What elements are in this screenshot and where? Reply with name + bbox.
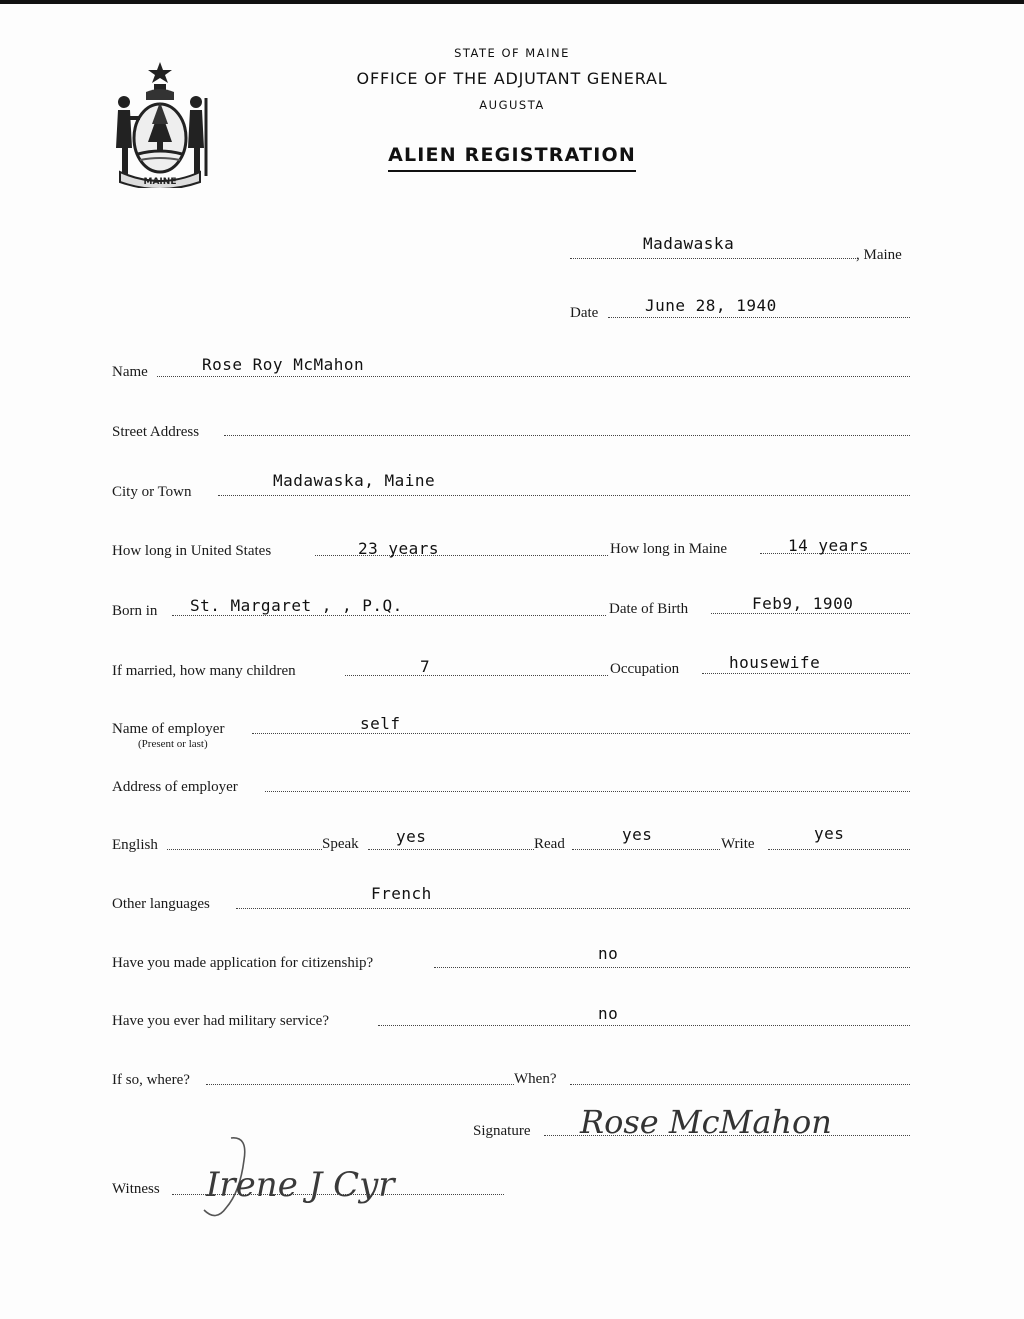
english-label: English xyxy=(112,837,158,853)
employer-address-label: Address of employer xyxy=(112,779,238,795)
military-label: Have you ever had military service? xyxy=(112,1013,329,1029)
name-line xyxy=(157,376,910,377)
citizenship-line xyxy=(434,967,910,968)
write-value: yes xyxy=(814,824,845,843)
write-line xyxy=(768,849,910,850)
born-in-value: St. Margaret , , P.Q. xyxy=(190,596,403,615)
occupation-label: Occupation xyxy=(610,661,680,677)
born-in-line xyxy=(172,615,606,616)
speak-line xyxy=(368,849,534,850)
read-line xyxy=(572,849,720,850)
name-label: Name xyxy=(112,364,148,380)
location-town-value: Madawaska xyxy=(643,234,735,253)
when-line xyxy=(570,1084,910,1085)
date-value: June 28, 1940 xyxy=(645,296,777,315)
other-languages-label: Other languages xyxy=(112,896,210,912)
signature-mark xyxy=(575,1095,895,1145)
children-line xyxy=(345,675,608,676)
children-label: If married, how many children xyxy=(112,663,296,679)
location-state-label: , Maine xyxy=(856,247,902,263)
maine-duration-label: How long in Maine xyxy=(610,541,728,557)
street-label: Street Address xyxy=(112,424,200,440)
location-town-line xyxy=(570,258,856,259)
where-line xyxy=(206,1084,514,1085)
us-duration-label: How long in United States xyxy=(112,543,272,559)
dob-line xyxy=(711,613,910,614)
date-label: Date xyxy=(570,305,599,321)
when-label: When? xyxy=(514,1071,557,1087)
date-line xyxy=(608,317,910,318)
maine-duration-value: 14 years xyxy=(788,536,870,555)
us-duration-value: 23 years xyxy=(358,539,440,558)
occupation-line xyxy=(702,673,910,674)
witness-mark xyxy=(186,1130,506,1230)
military-value: no xyxy=(598,1004,619,1023)
form-title-text: ALIEN REGISTRATION xyxy=(388,144,636,172)
city-line xyxy=(218,495,910,496)
header-office: OFFICE OF THE ADJUTANT GENERAL xyxy=(356,69,668,88)
dob-label: Date of Birth xyxy=(609,601,689,617)
where-label: If so, where? xyxy=(112,1072,190,1088)
scan-edge xyxy=(0,0,1024,4)
employer-value: self xyxy=(360,714,401,733)
street-line xyxy=(224,435,910,436)
employer-label: Name of employer xyxy=(112,721,225,737)
form-title xyxy=(0,144,1024,166)
english-line xyxy=(167,849,322,850)
citizenship-value: no xyxy=(598,944,619,963)
other-languages-value: French xyxy=(371,884,432,903)
speak-label: Speak xyxy=(322,836,359,852)
witness-value: Irene J Cyr xyxy=(206,1165,395,1205)
speak-value: yes xyxy=(396,827,427,846)
city-label: City or Town xyxy=(112,484,192,500)
citizenship-label: Have you made application for citizenship? xyxy=(112,955,374,971)
name-value: Rose Roy McMahon xyxy=(202,355,365,374)
write-label: Write xyxy=(721,836,755,852)
witness-label: Witness xyxy=(112,1181,160,1197)
children-value: 7 xyxy=(420,657,431,676)
other-languages-line xyxy=(236,908,910,909)
header-city: AUGUSTA xyxy=(479,98,545,112)
header-state: STATE OF MAINE xyxy=(454,46,570,60)
signature-label: Signature xyxy=(473,1123,531,1139)
seal-text: MAINE xyxy=(143,177,177,187)
employer-address-line xyxy=(265,791,910,792)
employer-sublabel: (Present or last) xyxy=(138,738,208,750)
city-value: Madawaska, Maine xyxy=(273,471,436,490)
military-line xyxy=(378,1025,910,1026)
employer-line xyxy=(252,733,910,734)
born-in-label: Born in xyxy=(112,603,158,619)
read-label: Read xyxy=(534,836,565,852)
dob-value: Feb9, 1900 xyxy=(752,594,854,613)
occupation-value: housewife xyxy=(729,653,821,672)
signature-value: Rose McMahon xyxy=(580,1103,832,1141)
read-value: yes xyxy=(622,825,653,844)
